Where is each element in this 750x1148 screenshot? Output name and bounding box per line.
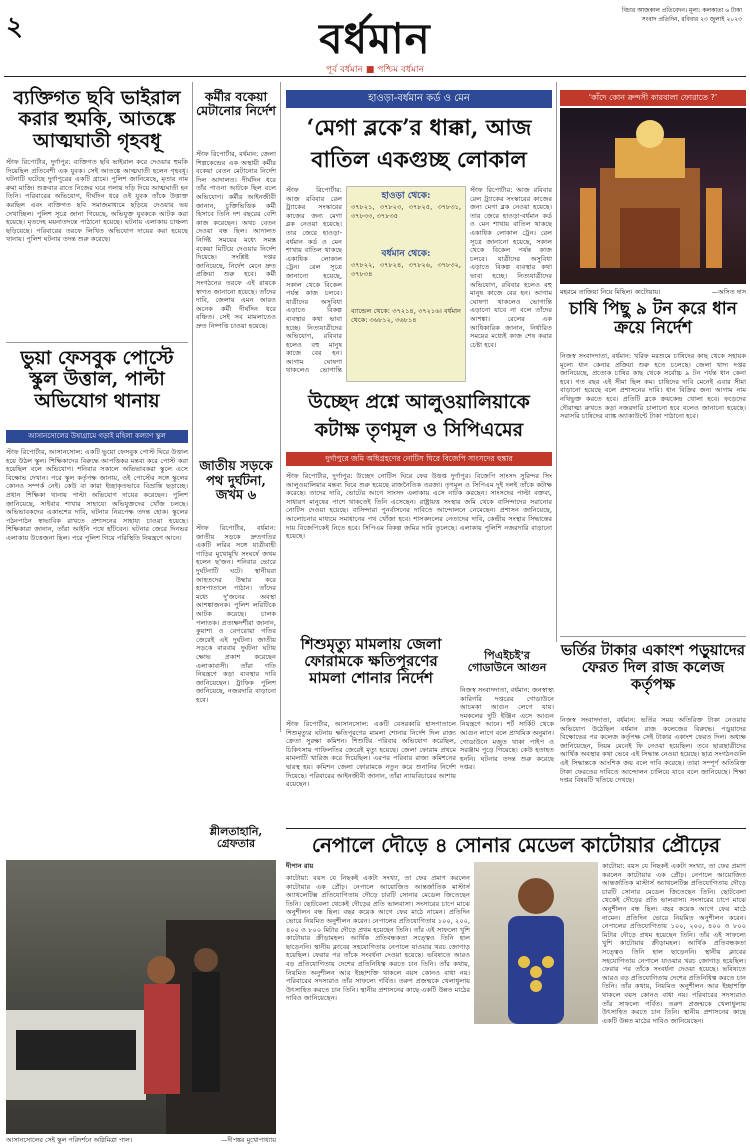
section-left: পূর্ব বর্ধমান [326,65,364,75]
headline-fire: পিএইচই'র গোডাউনে আগুন [467,649,547,675]
photo-kicker: ‘কাঁদে কোন ক্রন্দসী কারবালা ফোরাতে ?’ [560,90,746,106]
body-paddy: নিজস্ব সংবাদদাতা, বর্ধমান: খরিফ মরশুমে চাষিদের কাছ থেকে সহায়ক মূল্যে ধান কেনার প্রক্রিয়া শুরু হতে চলেছে। জেলা খাদ্য দপ্তর জানিয়েছে, প্রত্যেক চাষির কাছ থেকে সর্বোচ্চ ৯ টন পর্যন্ত ধান কেনা হবে। গত বছর এই সীমা ছিল কম। চাষিদের দাবি মেনেই এবার সীমা বাড়ানো হয়েছে বলে প্রশাসনের দাবি। ধান বিক্রির জন্য আগাম নাম নথিভুক্ত করতে হবে। প্রতিটি ব্লকে ক্রয়কেন্দ্র খোলা হবে। ফড়েদের দৌরাত্ম্য রুখতে কড়া নজরদারি চালানো হবে বলেও জানানো হয়েছে। সরাসরি চাষিদের ব্যাঙ্ক অ্যাকাউন্টে টাকা পাঠানো হবে। [560,352,746,421]
body-nepal-cont: কাটোয়া: বয়স যে নিছকই একটা সংখ্যা, তা ফের প্রমাণ করলেন কাটোয়ার এক প্রৌঢ়। নেপালে আয়োজিত আন্তর্জাতিক মাস্টার্স অ্যাথলেটিক্স প্রতিযোগিতায় দৌড়ে চারটি সোনার মেডেল জিতেছেন তিনি। ছোটবেলা থেকেই দৌড়ের প্রতি ভালবাসা। সংসারের চাপে মাঝে অনুশীলন বন্ধ ছিল। বছর কয়েক আগে ফের মাঠে নামেন। প্রতিদিন ভোরে নিয়মিত অনুশীলন করেন। নেপালের প্রতিযোগিতায় ১০০, ২০০, ৪০০ ও ৮০০ মিটার দৌড়ে প্রথম হয়েছেন তিনি। তাঁর এই সাফল্যে খুশি কাটোয়ার ক্রীড়ামহল। আর্থিক প্রতিবন্ধকতা সত্ত্বেও তিনি হাল ছাড়েননি। স্থানীয় ক্লাবের সহযোগিতায় নেপালে যাওয়ার খরচ জোগাড় হয়েছিল। ফেরার পর তাঁকে সংবর্ধনা দেওয়া হয়েছে। ভবিষ্যতে আরও বড় প্রতিযোগিতায় দেশের প্রতিনিধিত্ব করতে চান তিনি। তাঁর কথায়, নিয়মিত অনুশীলন আর ইচ্ছাশক্তি থাকলে বয়স কোনও বাধা নয়। পরিবারের সদস্যরাও তাঁর সাফল্যে গর্বিত। তরুণ প্রজন্মকে খেলাধুলায় উৎসাহিত করতে চান তিনি। স্থানীয় প্রশাসনের কাছে একটি উন্নত মাঠের দাবিও জানিয়েছেন। [602,862,746,1025]
body-nepal: কাটোয়া: বয়স যে নিছকই একটা সংখ্যা, তা ফের প্রমাণ করলেন কাটোয়ার এক প্রৌঢ়। নেপালে আয়োজিত আন্তর্জাতিক মাস্টার্স অ্যাথলেটিক্স প্রতিযোগিতায় দৌড়ে চারটি সোনার মেডেল জিতেছেন তিনি। ছোটবেলা থেকেই দৌড়ের প্রতি ভালবাসা। সংসারের চাপে মাঝে অনুশীলন বন্ধ ছিল। বছর কয়েক আগে ফের মাঠে নামেন। প্রতিদিন ভোরে নিয়মিত অনুশীলন করেন। নেপালের প্রতিযোগিতায় ১০০, ২০০, ৪০০ ও ৮০০ মিটার দৌড়ে প্রথম হয়েছেন তিনি। তাঁর এই সাফল্যে খুশি কাটোয়ার ক্রীড়ামহল। আর্থিক প্রতিবন্ধকতা সত্ত্বেও তিনি হাল ছাড়েননি। স্থানীয় ক্লাবের সহযোগিতায় নেপালে যাওয়ার খরচ জোগাড় হয়েছিল। ফেরার পর তাঁকে সংবর্ধনা দেওয়া হয়েছে। ভবিষ্যতে আরও বড় প্রতিযোগিতায় দেশের প্রতিনিধিত্ব করতে চান তিনি। তাঁর কথায়, নিয়মিত অনুশীলন আর ইচ্ছাশক্তি থাকলে বয়স কোনও বাধা নয়। পরিবারের সদস্যরাও তাঁর সাফল্যে গর্বিত। তরুণ প্রজন্মকে খেলাধুলায় উৎসাহিত করতে চান তিনি। স্থানীয় প্রশাসনের কাছে একটি উন্নত মাঠের দাবিও জানিয়েছেন। [286,874,470,1003]
body-dues: স্টাফ রিপোর্টার, বর্ধমান: জেলা শিল্পকেন্দ্রের এক অস্থায়ী কর্মীর বকেয়া বেতন মেটানোর নির্দেশ দিল আদালত। দীর্ঘদিন ধরে তাঁর পাওনা আটকে ছিল বলে অভিযোগ। কর্মীর আইনজীবী জানান, চুক্তিভিত্তিক কর্মী হিসাবে তিনি দশ বছরের বেশি কাজ করেছেন। অথচ বেতন দেওয়া বন্ধ ছিল। আদালত নির্দিষ্ট সময়ের মধ্যে সমস্ত বকেয়া মিটিয়ে দেওয়ার নির্দেশ দিয়েছে। সংশ্লিষ্ট দপ্তর জানিয়েছে, নির্দেশ মেনে দ্রুত প্রক্রিয়া শুরু হবে। কর্মী সংগঠনের তরফে এই রায়কে স্বাগত জানানো হয়েছে। তাঁদের দাবি, জেলায় এমন আরও অনেক কর্মী দীর্ঘদিন ধরে বঞ্চিত। সেই সব মামলাতেও দ্রুত নিষ্পত্তি চাওয়া হয়েছে। [196,150,276,330]
headline-mega-block-1: ‘মেগা ব্লকে’র ধাক্কা, আজ [306,115,532,141]
tajia-illustration [560,108,746,284]
box-title-howrah: হাওড়া থেকে: [381,191,431,201]
section-separator: ■ [365,65,375,75]
divider [560,636,746,637]
train-list-box [346,186,466,382]
school-visit-photo [6,860,276,1134]
column-rule [192,82,193,620]
masthead-rule [4,76,746,77]
divider [286,828,746,829]
headline-mega-block-2: বাতিল একগুচ্ছ লোকাল [311,147,527,173]
headline-paddy: চাষি পিছু ৯ টন করে ধান ক্রয়ে নির্দেশ [569,299,737,339]
body-mega-block-cont: স্টাফ রিপোর্টার: আজ রবিবার রেল ট্র্যাকের সংস্কারের কাজের জন্য মেগা ব্লক নেওয়া হয়েছে। তার জেরে হাওড়া-বর্ধমান কর্ড ও মেন শাখায় বাতিল থাকছে একাধিক লোকাল ট্রেন। রেল সূত্রে জানানো হয়েছে, সকাল থেকে বিকেল পর্যন্ত কাজ চলবে। যাত্রীদের অসুবিধা এড়াতে বিকল্প ব্যবস্থার কথা ভাবা হচ্ছে। নিত্যযাত্রীদের অভিযোগ, রবিবার হলেও বহু মানুষ কাজে বের হন। আগাম ঘোষণা থাকলেও ভোগান্তি এড়ানো যাবে না বলে তাঁদের আশঙ্কা। রেলের এক আধিকারিক জানান, নির্ধারিত সময়ের মধ্যেই কাজ শেষ করার চেষ্টা হবে। [470,186,552,349]
headline-college: ভর্তির টাকার একাংশ পড়ুয়াদের ফেরত দিল রাজ কলেজ কর্তৃপক্ষ [560,641,746,693]
headline-facebook: ভুয়া ফেসবুক পোস্টে স্কুল উত্তাল, পাল্টা অভিযোগ থানায় [20,347,174,412]
band-mega-block: হাওড়া-বর্ধমান কর্ড ও মেন [286,90,552,108]
festival-photo [560,108,746,284]
column-rule [556,82,557,642]
byline-nepal: দীপান রায় [286,862,314,870]
body-mega-block: স্টাফ রিপোর্টার: আজ রবিবার রেল ট্র্যাকের সংস্কারের কাজের জন্য মেগা ব্লক নেওয়া হয়েছে। তার জেরে হাওড়া-বর্ধমান কর্ড ও মেন শাখায় বাতিল থাকছে একাধিক লোকাল ট্রেন। রেল সূত্রে জানানো হয়েছে, সকাল থেকে বিকেল পর্যন্ত কাজ চলবে। যাত্রীদের অসুবিধা এড়াতে বিকল্প ব্যবস্থার কথা ভাবা হচ্ছে। নিত্যযাত্রীদের অভিযোগ, রবিবার হলেও বহু মানুষ কাজে বের হন। আগাম ঘোষণা থাকলেও ভোগান্তি [286,186,342,375]
headline-viral: ব্যক্তিগত ছবি ভাইরাল করার হুমকি, আতঙ্কে আত্মঘাতী গৃহবধূ [13,87,181,152]
runner-illustration [474,862,598,1024]
runner-photo [474,862,598,1024]
masthead-meta [532,6,742,24]
school-visit-credit: —দীপঙ্কর মুখোপাধ্যায় [221,1136,276,1144]
body-highway: স্টাফ রিপোর্টার, বর্ধমান: জাতীয় সড়কে দ্রুতগতির একটি লরির সঙ্গে যাত্রীবাহী গাড়ির মুখোমুখি সংঘর্ষে জখম হলেন ছ'জন। শনিবার ভোরে দুর্ঘটনাটি ঘটে। স্থানীয়রা আহতদের উদ্ধার করে হাসপাতালে পাঠান। তাঁদের মধ্যে দু'জনের অবস্থা আশঙ্কাজনক। পুলিশ লরিটিকে আটক করেছে। চালক পলাতক। প্রত্যক্ষদর্শীরা জানান, কুয়াশা ও বেপরোয়া গতির জেরেই এই দুর্ঘটনা। জাতীয় সড়কে বারবার দুর্ঘটনা ঘটায় ক্ষোভ প্রকাশ করেছেন এলাকাবাসী। তাঁরা গতি নিয়ন্ত্রণে কড়া ব্যবস্থার দাবি জানিয়েছেন। ট্রাফিক পুলিশ জানিয়েছে, নজরদারি বাড়ানো হবে। [196,524,276,704]
masthead-title: বর্ধমান [319,14,431,63]
band-facebook: আসানসোলের উষাগ্রামে গড়াই মহিলা কল্যাণ স্কুল [6,430,188,443]
body-child-death: স্টাফ রিপোর্টার, আসানসোল: একটি বেসরকারি হাসপাতালে শিশুমৃত্যুর ঘটনায় ক্ষতিপূরণের মামলা শোনার নির্দেশ দিল রাজ্য ক্রেতা সুরক্ষা কমিশন। শিশুটির পরিবার অভিযোগ করেছিল, চিকিৎসায় গাফিলতির জেরেই মৃত্যু হয়েছে। জেলা ফোরাম প্রথমে মামলাটি খারিজ করে দিয়েছিল। এরপর পরিবার রাজ্য কমিশনের দ্বারস্থ হয়। কমিশন জেলা ফোরামকে নতুন করে শুনানির নির্দেশ দিয়েছে। পরিবারের আইনজীবী জানান, তাঁরা ন্যায়বিচারের আশায় রয়েছেন। [286,720,456,789]
headline-dues: কর্মীর বকেয়া মেটানোর নির্দেশ [196,89,276,118]
body-college: নিজস্ব সংবাদদাতা, বর্ধমান: ভর্তির সময় অতিরিক্ত টাকা নেওয়ার অভিযোগ উঠেছিল বর্ধমান রাজ কলেজের বিরুদ্ধে। পড়ুয়াদের বিক্ষোভের পর কলেজ কর্তৃপক্ষ সেই টাকার একাংশ ফেরত দিল। অধ্যক্ষ জানিয়েছেন, নিয়ম মেনেই ফি নেওয়া হয়েছিল। তবে ছাত্রছাত্রীদের আর্থিক অবস্থার কথা ভেবে এই সিদ্ধান্ত নেওয়া হয়েছে। ছাত্র সংগঠনগুলি এই সিদ্ধান্তকে আংশিক জয় বলে দাবি করেছে। তারা সম্পূর্ণ অতিরিক্ত টাকা ফেরতের দাবিতে আন্দোলন চালিয়ে যাবে বলে জানিয়েছে। শিক্ষা দপ্তর বিষয়টি খতিয়ে দেখছে। [560,716,746,785]
headline-nepal: নেপালে দৌড়ে ৪ সোনার মেডেল কাটোয়ার প্রৌঢ়ের [311,833,721,857]
school-visit-caption: আসানসোলের সেই স্কুল পরিদর্শনে অগ্নিমিত্রা পাল। [6,1136,133,1144]
meta-line-2: সংবাদ প্রতিদিন, রবিবার ২৩ জুলাই ২০২৩ [641,16,742,23]
body-fire: নিজস্ব সংবাদদাতা, বর্ধমান: জনস্বাস্থ্য কারিগরি দপ্তরের গোডাউনে আচমকা আগুন লেগে যায়। দমকলের দুটি ইঞ্জিন এসে আগুন নিয়ন্ত্রণে আনে। শর্ট সার্কিট থেকে আগুন লাগে বলে প্রাথমিক অনুমান। গোডাউনে মজুত থাকা পাইপ ও সরঞ্জাম পুড়ে গিয়েছে। কেউ হতাহত হননি। ঘটনার তদন্ত শুরু করেছে দপ্তর। [460,686,554,772]
headline-highway: জাতীয় সড়কে পথ দুর্ঘটনা, জখম ৬ [199,459,273,504]
box-title-burdwan: বর্ধমান থেকে: [381,249,431,260]
page-number: ২ [6,12,23,42]
headline-alluwalia-2: কটাক্ষ তৃণমূল ও সিপিএমের [314,419,524,441]
festival-credit: —অসিত দাস [711,288,746,296]
body-alluwalia: স্টাফ রিপোর্টার, দুর্গাপুর: উচ্ছেদ নোটিস ঘিরে ফের উত্তপ্ত দুর্গাপুর। বিজেপি সাংসদ সুরিন্দর সিং আলুওয়ালিয়ার মন্তব্য ঘিরে শুরু হয়েছে রাজনৈতিক তরজা। তৃণমূল ও সিপিএম দুই দলই তাঁকে কটাক্ষ করেছে। তাদের দাবি, ভোটের আগে সাংসদ এলাকায় এসে নাটক করছেন। সাংসদের পাল্টা বক্তব্য, সাধারণ মানুষের পাশে থাকতেই তিনি এসেছেন। রাষ্ট্রায়ত্ত সংস্থার জমি থেকে বাসিন্দাদের সরানোর নোটিস দেওয়া হয়েছে। বাসিন্দারা পুনর্বাসনের দাবিতে আন্দোলনে নেমেছেন। প্রশাসন জানিয়েছে, আলোচনার মাধ্যমে সমাধানের পথ খোঁজা হবে। শাসকদলের নেতাদের দাবি, কেন্দ্রীয় সংস্থার সিদ্ধান্তের দায় বিজেপিকেই নিতে হবে। সিপিএম বিকল্প জমির দাবি তুলেছে। এলাকায় পুলিশি নজরদারি বাড়ানো হয়েছে। [286,472,552,541]
box-list-other: ব্যান্ডেল থেকে: ৩৭২১৪, ৩৭২১৬। বর্ধমান থেকে: ৩৬৮১২, ৩৬৮১৪ [351,307,461,324]
festival-caption: মহরমে তাজিয়া নিয়ে মিছিল। কাটোয়ায়। [560,288,661,296]
body-facebook: স্টাফ রিপোর্টার, আসানসোল: একটি ভুয়ো ফেসবুক পোস্ট ঘিরে উত্তাল হয়ে উঠল স্কুল। শিক্ষিকাদের বিরুদ্ধে আপত্তিকর মন্তব্য করে পোস্ট করা হয়েছিল বলে অভিযোগ। শনিবার সকালে অভিভাবকরা স্কুলে এসে বিক্ষোভ দেখান। পরে স্কুল কর্তৃপক্ষ জানায়, ওই পোস্টের সঙ্গে স্কুলের কোনও সম্পর্ক নেই। কেউ বা কারা ইচ্ছাকৃতভাবে বিভ্রান্তি ছড়াচ্ছে। প্রধান শিক্ষিকা থানায় পাল্টা অভিযোগ দায়ের করেছেন। পুলিশ জানিয়েছে, সাইবার শাখার সাহায্যে অভিযুক্তদের খোঁজ চলছে। অভিভাবকদের একাংশের দাবি, ঘটনার নিরপেক্ষ তদন্ত হোক। স্কুলের পঠনপাঠন স্বাভাবিক রাখতে প্রশাসনের সাহায্য চাওয়া হয়েছে। শিক্ষিকারা জানান, তাঁরা আইনি পথে হাঁটবেন। ঘটনার জেরে দিনভর এলাকায় উত্তেজনা ছিল। পরে পুলিশ গিয়ে পরিস্থিতি নিয়ন্ত্রণে আনে। [6,448,188,542]
band-alluwalia: দুর্গাপুরে জমি অধিগ্রহণের নোটিস ঘিরে বিজেপি সাংসদের হুঙ্কার [286,452,552,466]
column-rule [280,82,281,732]
box-list-howrah: ৩৭৮২১, ৩৭৮২৩, ৩৭৮২৫, ৩৭৮৩১, ৩৭৮৩৩, ৩৭৮৩৫ [351,203,461,220]
headline-alluwalia-1: উচ্ছেদ প্রশ্নে আলুওয়ালিয়াকে [308,391,530,413]
headline-arrest: শ্লীলতাহানি, গ্রেফতার [209,825,263,851]
section-tags [0,62,750,77]
divider [6,342,188,343]
meta-line-1: বিচার আজকাল প্রতিবেদন। মূল্য: কলকাতা ৬ টাকা [621,7,742,14]
headline-child-death: শিশুমৃত্যু মামলায় জেলা ফোরামকে ক্ষতিপূরণের মামলা শোনার নির্দেশ [300,635,442,687]
body-viral: স্টাফ রিপোর্টার, দুর্গাপুর: ব্যক্তিগত ছবি ভাইরাল করে দেওয়ার হুমকি দিয়েছিল প্রতিবেশী এক যুবক। সেই আতঙ্কে আত্মঘাতী হলেন গৃহবধূ। ঘটনাটি ঘটেছে দুর্গাপুরের একটি গ্রামে। পুলিশ জানিয়েছে, মৃতার নাম রুমা মাজি। শুক্রবার রাতে নিজের ঘরে গলায় দড়ি দিয়ে আত্মঘাতী হন তিনি। পরিবারের অভিযোগ, দীর্ঘদিন ধরে ওই যুবক তাঁকে উত্ত্যক্ত করছিল এবং ব্যক্তিগত ছবি সমাজমাধ্যমে ছড়িয়ে দেওয়ার ভয় দেখাচ্ছিল। পুলিশ সূত্রে জানা গিয়েছে, অভিযুক্ত যুবককে আটক করা হয়েছে। মৃতদেহ ময়নাতদন্তে পাঠানো হয়েছে। ঘটনায় এলাকায় চাঞ্চল্য ছড়িয়েছে। পরিবারের তরফে লিখিত অভিযোগ দায়ের করা হয়েছে থানায়। পুলিশ ঘটনার তদন্ত শুরু করেছে। [6,158,188,244]
street-illustration [6,860,276,1134]
section-right: পশ্চিম বর্ধমান [377,65,424,75]
box-list-burdwan: ৩৭৮২২, ৩৭৮২৪, ৩৭৮২৬, ৩৭৮৩২, ৩৭৮৩৪ [351,261,461,278]
